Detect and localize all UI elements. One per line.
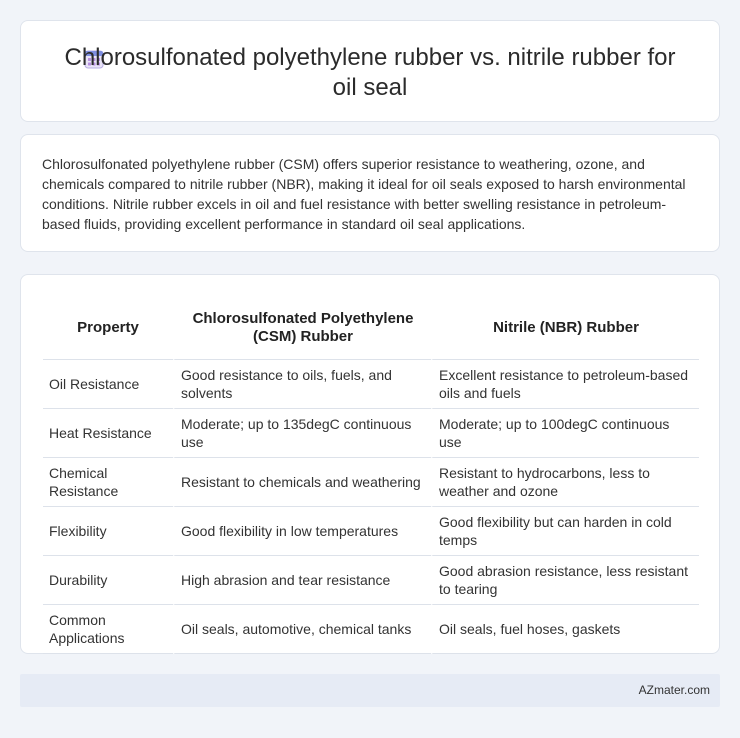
nbr-cell: Moderate; up to 100degC continuous use — [431, 409, 699, 458]
property-cell: Oil Resistance — [43, 360, 173, 409]
csm-cell: Resistant to chemicals and weathering — [173, 458, 431, 507]
csm-cell: Good flexibility in low temperatures — [173, 507, 431, 556]
nbr-cell: Good abrasion resistance, less resistant to tearing — [431, 556, 699, 605]
nbr-cell: Excellent resistance to petroleum-based oils and fuels — [431, 360, 699, 409]
table-row — [43, 409, 699, 458]
table-row — [43, 507, 699, 556]
header-nbr: Nitrile (NBR) Rubber — [431, 297, 699, 360]
nbr-cell: Resistant to hydrocarbons, less to weather and ozone — [431, 458, 699, 507]
table-header-row — [43, 297, 699, 360]
header-csm: Chlorosulfonated Polyethylene (CSM) Rubber — [173, 297, 431, 360]
property-cell: Durability — [43, 556, 173, 605]
nbr-cell: Oil seals, fuel hoses, gaskets — [431, 605, 699, 654]
page-title: Chlorosulfonated polyethylene rubber vs. nitrile rubber for oil seal — [64, 44, 676, 101]
table-row — [43, 458, 699, 507]
footer-brand[interactable]: AZmater.com — [638, 683, 710, 697]
table-row — [43, 360, 699, 409]
comparison-card — [20, 274, 720, 654]
intro-card — [20, 134, 720, 252]
table-row — [43, 605, 699, 654]
csm-cell: Moderate; up to 135degC continuous use — [173, 409, 431, 458]
comparison-table — [43, 297, 699, 654]
csm-cell: Oil seals, automotive, chemical tanks — [173, 605, 431, 654]
title-card — [20, 20, 720, 122]
nbr-cell: Good flexibility but can harden in cold temps — [431, 507, 699, 556]
csm-cell: Good resistance to oils, fuels, and solvents — [173, 360, 431, 409]
footer-bar — [20, 674, 720, 707]
intro-paragraph: Chlorosulfonated polyethylene rubber (CSM) offers superior resistance to weathering, ozone, and chemicals compared to nitrile rubber (NBR), making it ideal for oil seals exposed to harsh environmental conditions. Nitrile rubber excels in oil and fuel resistance with better swelling resistance in petroleum-based fluids, providing excellent performance in standard oil seal applications. — [42, 156, 686, 232]
table-row — [43, 556, 699, 605]
csm-cell: High abrasion and tear resistance — [173, 556, 431, 605]
property-cell: Flexibility — [43, 507, 173, 556]
property-cell: Heat Resistance — [43, 409, 173, 458]
property-cell: Common Applications — [43, 605, 173, 654]
header-property: Property — [43, 297, 173, 360]
property-cell: Chemical Resistance — [43, 458, 173, 507]
